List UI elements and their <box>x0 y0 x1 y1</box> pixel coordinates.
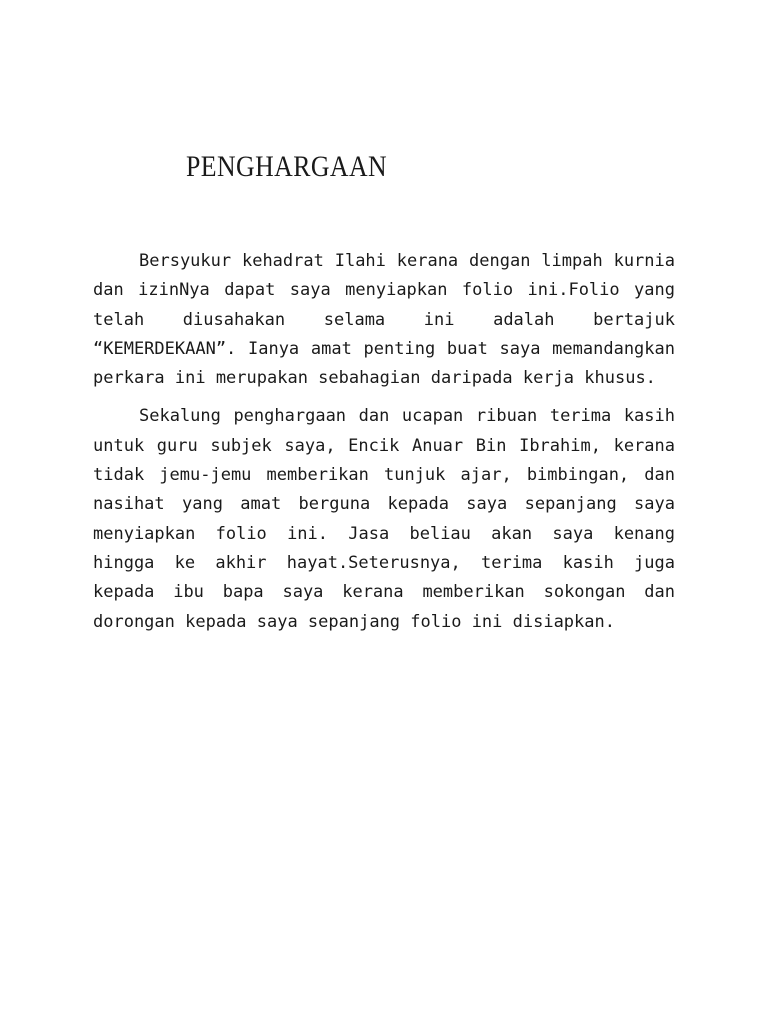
page-title: PENGHARGAAN <box>186 150 388 183</box>
paragraph-1: Bersyukur kehadrat Ilahi kerana dengan limpah kurnia dan izinNya dapat saya menyiapkan folio ini.Folio yang telah diusahakan selama ini adalah bertajuk “KEMERDEKAAN”. Ianya amat penting buat saya memandangkan perkara ini merupakan sebahagian daripada kerja khusus. <box>93 251 675 389</box>
paragraph-2: Sekalung penghargaan dan ucapan ribuan terima kasih untuk guru subjek saya, Encik Anuar Bin Ibrahim, kerana tidak jemu-jemu memberikan tunjuk ajar, bimbingan, dan nasihat yang amat berguna kepada saya sepanjang saya menyiapkan folio ini. Jasa beliau akan saya kenang hingga ke akhir hayat.Seterusnya, terima kasih juga kepada ibu bapa saya kerana memberikan sokongan dan dorongan kepada saya sepanjang folio ini disiapkan. <box>93 406 675 632</box>
body-text <box>93 247 675 637</box>
